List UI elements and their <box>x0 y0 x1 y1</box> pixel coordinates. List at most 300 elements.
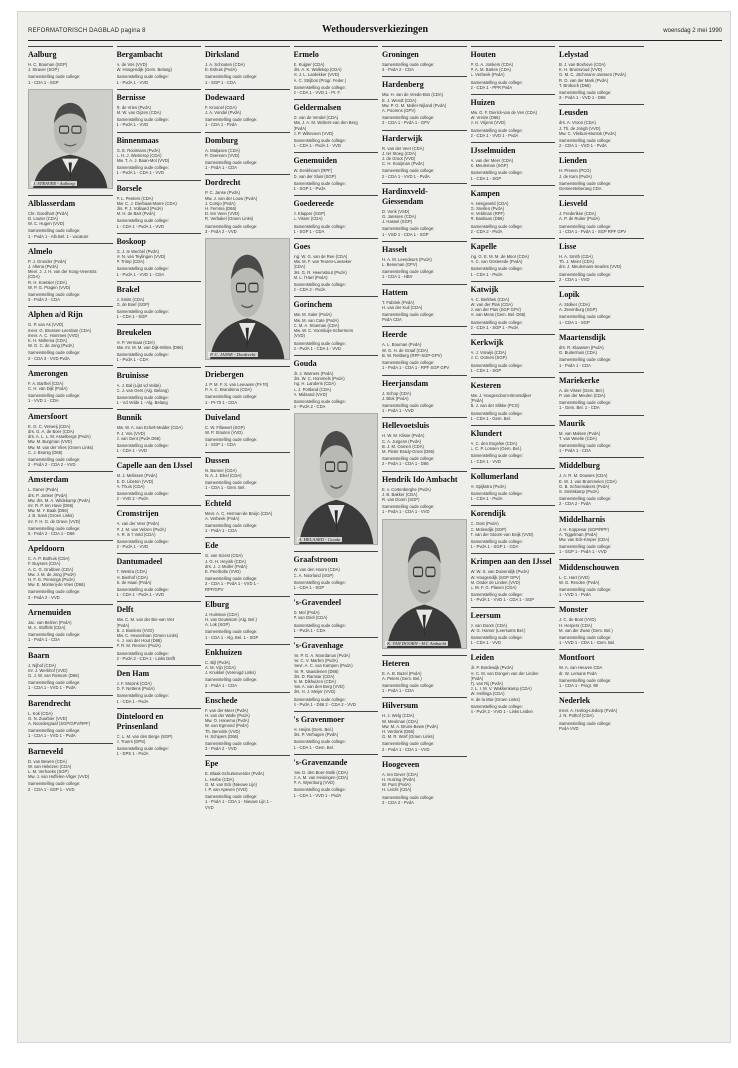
municipality-name: Hilversum <box>382 701 418 711</box>
municipality-entry <box>205 755 290 809</box>
alderman-line: T. Westra (CDA) <box>116 569 147 575</box>
municipality-entry <box>294 711 379 750</box>
municipality-entry <box>294 99 379 148</box>
college-composition: Samenstelling oude college: <box>382 682 435 688</box>
municipality-entry <box>28 743 113 792</box>
alderman-line: W. A. van Heuven CDA <box>559 665 603 671</box>
column <box>205 46 290 1036</box>
alderman-line: G. N. Zuurbier (VVD) <box>28 715 68 721</box>
college-composition: PvdA CDA <box>382 317 402 323</box>
municipality-name: Klundert <box>470 428 503 438</box>
alderman-line: P. J. Gronder (PvdA) <box>28 258 67 264</box>
municipality-name: Hardinxveld-Giessendam <box>382 186 428 206</box>
alderman-line: J. Smits (CDA) <box>116 296 145 302</box>
municipality-entry <box>117 233 202 277</box>
college-composition: Samenstelling oude college: <box>470 79 523 85</box>
alderman-line: H. W. M. Klisse (PvdA) <box>382 433 425 439</box>
college-composition: 1 - CDA 1 - VVD 1 - PvdA <box>293 792 342 798</box>
alderman-line: Th. Bennink (VVD) <box>205 728 240 734</box>
municipality-entry <box>294 152 379 191</box>
municipality-entry <box>205 366 290 405</box>
alderman-line: Mw. C. Vlieburi-Muntok (PvdA) <box>559 130 617 136</box>
college-composition: 2 - PvdA 2 - CDA 2 - VVD <box>28 462 76 468</box>
municipality-name: Maurik <box>559 418 586 428</box>
college-composition: Samenstelling oude college: <box>470 634 523 640</box>
municipality-entry <box>205 537 290 591</box>
municipality-entry <box>471 607 556 646</box>
college-composition: Samenstelling oude college: <box>205 74 258 80</box>
alderman-line: A. Matjasen (CDA) <box>205 147 240 153</box>
municipality-entry <box>117 324 202 363</box>
municipality-name: Kampen <box>470 188 500 198</box>
column <box>28 46 113 1036</box>
photo-caption: A. HELAARD - Gouda <box>298 537 341 543</box>
alderman-line: A. M. Vijn (CDA) <box>205 664 236 670</box>
municipality-name: Bernisse <box>116 92 146 102</box>
college-composition: Samenstelling oude college: <box>293 622 346 628</box>
college-composition: Samenstelling oude college: <box>28 728 81 734</box>
municipality-entry <box>117 409 202 453</box>
alderman-line: J. Nijhof (CDA) <box>28 662 56 668</box>
municipality-name: Heerjansdam <box>382 378 429 388</box>
college-composition: Samenstelling oude college: <box>559 314 612 320</box>
college-composition: 1 - DPS 1 - PvdA <box>116 751 149 757</box>
municipality-entry <box>559 559 644 598</box>
municipality-entry <box>28 365 113 404</box>
municipality-entry <box>117 281 202 320</box>
alderman-line: A. Stolker (CDA) <box>559 302 590 308</box>
alderman-line: Mw. M. A. Bruns-Bewe (PvdA) <box>382 723 439 729</box>
alderman-line: A. C. Berkhek (CDA) <box>470 296 510 302</box>
alderman-line: (CDA) <box>293 264 306 270</box>
college-composition: Samenstelling oude college: <box>382 269 435 275</box>
college-composition: 2 - CDA 1 - VVD <box>559 276 590 282</box>
municipality-entry <box>559 649 644 688</box>
municipality-name: Duiveland <box>205 412 241 422</box>
municipality-name: Lienden <box>559 156 588 166</box>
municipality-name: Aalburg <box>28 50 57 59</box>
college-composition: 1 - CDA 1 - PvdA <box>470 271 503 277</box>
alderman-line: H. F. G. Pennings (PvdA) <box>28 576 75 582</box>
alderman-line: Mw. M. Burgman (VVD) <box>28 439 72 445</box>
college-composition: Samenstelling oude college: <box>28 525 81 531</box>
college-composition: Samenstelling oude college: <box>470 170 523 176</box>
alderman-line: C. W. Filiweert (SGP) <box>205 424 245 430</box>
municipality-entry <box>294 355 379 409</box>
college-composition: Samenstelling oude college: <box>28 589 81 595</box>
alderman-line: H. Herpers (CDA) <box>559 622 593 628</box>
municipality-name: Heerde <box>382 330 407 340</box>
college-composition: Samenstelling oude college: <box>470 127 523 133</box>
college-composition: 2 - CDA 1 - SGP 1 - VVD <box>28 786 75 792</box>
municipality-name: Goes <box>293 242 311 252</box>
college-composition: 1 - PvdA 1 - VVD <box>382 408 414 414</box>
alderman-line: drs. P. Jonker (PvdA) <box>28 492 68 498</box>
municipality-name: Kesteren <box>470 380 502 390</box>
municipality-name: Monster <box>559 605 588 615</box>
alderman-line: P. L. Peeters (CDA) <box>116 195 153 201</box>
college-composition: 3 - PvdA 2 - CDA <box>28 297 60 303</box>
college-composition: 1 - CDA 1 - PvdA 1 - VVD <box>116 592 164 598</box>
alderman-line: H. J. Welg (CDA) <box>382 713 415 719</box>
municipality-name: Amsterdam <box>28 475 69 485</box>
municipality-entry <box>294 594 379 633</box>
college-composition: Samenstelling oude college: <box>205 629 258 635</box>
portrait-photo <box>205 238 290 360</box>
college-composition: 3 - PvdA 1 - VVD 1 - D66 <box>559 95 606 101</box>
alderman-line: (PvdA) <box>470 398 484 404</box>
municipality-name: Ede <box>205 541 219 551</box>
college-composition: Samenstelling oude college: <box>293 84 346 90</box>
college-composition: 2 - CDA 2 - PvdA <box>293 287 326 293</box>
college-composition: Samenstelling oude college: <box>28 393 81 399</box>
alderman-line: J. Blok (PvdA) <box>382 395 409 401</box>
alderman-line: A. ten Dever (CDA) <box>382 771 419 777</box>
alderman-line: D. F. Nettens (PvdA) <box>116 686 155 692</box>
college-composition: Samenstelling oude college: <box>382 168 435 174</box>
alderman-line: Jac. van Belzen (PvdA) <box>28 619 72 625</box>
college-composition: Samenstelling oude college: <box>293 223 346 229</box>
alderman-line: J. de Groot (VVD) <box>382 156 416 162</box>
municipality-entry <box>205 46 290 85</box>
alderman-line: J. Klapper (SGP) <box>293 211 326 217</box>
alderman-line: P. A. C. Brandsma (CDA) <box>205 387 252 393</box>
municipality-name: 's Gravenmoer <box>293 714 345 724</box>
municipality-name: Kapelle <box>470 242 497 252</box>
alderman-line: W. Punt (PvdA) <box>382 782 411 788</box>
municipality-entry <box>28 243 113 303</box>
municipality-entry <box>205 174 290 234</box>
college-composition: Samenstelling oude college: <box>205 794 258 800</box>
alderman-line: H. Huizing (PvdA) <box>382 776 416 782</box>
college-composition: 2 - PvdA 2 - CDA 1 - Links Delft <box>116 655 175 661</box>
college-composition: Samenstelling oude college: <box>205 160 258 166</box>
alderman-line: Mw. C. Heuvelman (Groen Links) <box>116 632 179 638</box>
portrait-illustration <box>295 414 378 544</box>
alderman-line: C. Molendijk (SGP) <box>470 526 507 532</box>
municipality-entry <box>471 377 556 421</box>
college-composition: 1 - CDA 1 - SGP <box>470 367 502 373</box>
municipality-name: Borsele <box>116 183 142 193</box>
municipality-name: Hattem <box>382 287 408 297</box>
alderman-line: Mw. G. F. Dierick-van de Ven (CDA) <box>470 110 538 116</box>
municipality-name: Dordrecht <box>205 178 241 188</box>
municipality-name: Leersum <box>470 610 501 620</box>
alderman-line: J. Truers (DPS) <box>116 739 146 745</box>
municipality-entry <box>471 185 556 234</box>
college-composition: 4 - PvdA 2 - VVD 1 - Links Leiden <box>470 709 533 715</box>
alderman-line: L. Beseman (GPV) <box>382 262 418 268</box>
alderman-line: C. M. A. Stoeman (CDA) <box>293 322 340 328</box>
alderman-line: M. van der Zwan (Gem. Bel.) <box>559 627 613 633</box>
alderman-line: T. van Weelie (CDA) <box>559 435 597 441</box>
alderman-line: M. van Malsen (PvdA) <box>559 430 601 436</box>
municipality-entry <box>294 296 379 350</box>
municipality-entry <box>117 553 202 597</box>
college-composition: 1 - CDA 1 - Gem. Bel. <box>293 744 334 750</box>
alderman-line: A. Hengeveld (CDA) <box>470 200 509 206</box>
alderman-line: W. P. Stouten (VVD) <box>205 430 243 436</box>
alderman-line: W. Hoogendijk (Gem. Belang) <box>116 67 172 73</box>
municipality-name: Middelburg <box>559 461 600 471</box>
column <box>117 46 202 1036</box>
alderman-line: drs. J. J. Muller (PvdA) <box>205 563 248 569</box>
college-composition: 1 - SGP 1 - CDA <box>205 442 236 448</box>
alderman-line: E. A. B. Bazel (PvdA) <box>382 670 422 676</box>
college-composition: 3 - PvdA 2 - VVD <box>28 594 60 600</box>
municipality-entry <box>382 697 467 751</box>
alderman-line: P. van der Meulen (CDA) <box>559 392 606 398</box>
alderman-line: (PvdA) <box>470 675 484 681</box>
portrait-photo <box>294 413 379 545</box>
alderman-line: Mw. J. Hoogendoorn-Bronsdijker <box>470 392 532 398</box>
municipality-entry <box>471 142 556 181</box>
college-composition: Samenstelling oude college: <box>559 90 612 96</box>
alderman-line: Mw. drs. M. A. Wildekamp (PvdA) <box>28 497 91 503</box>
alderman-line: A. R. in 't Veld (CDA) <box>116 531 156 537</box>
photo-caption: K. VAN DOORN - H.I. Ambacht <box>387 640 447 646</box>
college-composition: Samenstelling oude college: <box>559 677 612 683</box>
alderman-line: Mw. J. van der Louw (PvdA) <box>205 195 258 201</box>
alderman-line: J. Knukkel (Verenigd Links) <box>205 670 256 676</box>
alderman-line: M. Pieter Brady-Groot (D66) <box>382 448 435 454</box>
college-composition: 2 - PvdA 1 - VVD <box>116 544 149 550</box>
alderman-line: E. G. C. Verweij (CDA) <box>28 423 71 429</box>
college-composition: 1 - CDA 1 - PvdA <box>116 698 149 704</box>
municipality-name: Leiden <box>470 653 495 663</box>
college-composition: 1 - VSD 1 - CDA 1 - SGP <box>382 231 429 237</box>
college-composition: Samenstelling oude college: <box>116 309 169 315</box>
municipality-entry <box>294 754 379 798</box>
alderman-line: dr. P. Bordewijk (PvdA) <box>470 665 514 671</box>
municipality-entry <box>559 286 644 325</box>
alderman-line: C. A. Jurgens (PvdA) <box>382 438 422 444</box>
alderman-line: K. Meuleman (SGP) <box>470 163 508 169</box>
college-composition: Samenstelling oude college: <box>559 442 612 448</box>
alderman-line: R. Bastiaan (D66) <box>470 216 504 222</box>
alderman-line: (PvdA) <box>293 125 307 131</box>
municipality-name: Amerongen <box>28 368 68 378</box>
alderman-line: P. J. Vos (VVD) <box>116 430 146 436</box>
college-composition: Samenstelling oude college: <box>205 394 258 400</box>
alderman-line: drs. D. Ramsar (CDA) <box>293 673 335 679</box>
alderman-line: E. v. Cortenberghe (PvdA) <box>382 486 431 492</box>
municipality-name: Den Ham <box>116 669 150 678</box>
municipality-name: Middenschouwen <box>559 562 620 572</box>
alderman-line: D. van de Vendel (CDA) <box>293 115 339 121</box>
college-composition: Samenstelling oude college: <box>293 398 346 404</box>
college-composition: Samenstelling oude college: <box>28 632 81 638</box>
college-composition: Samenstelling oude college: <box>205 576 258 582</box>
college-composition: 1 - CDA 1 - Gem. Bel. <box>470 415 511 421</box>
college-composition: 1 - CDA 1 - VVD <box>116 448 147 454</box>
municipality-entry <box>28 695 113 739</box>
college-composition: Samenstelling oude college: <box>382 62 435 67</box>
alderman-line: A. C. den Engelse (CDA) <box>470 440 518 446</box>
municipality-name: Domburg <box>205 135 238 145</box>
college-composition: Samenstelling oude college: <box>382 794 435 800</box>
alderman-line: A. Verbeek (PvdA) <box>205 515 240 521</box>
college-composition: Samenstelling oude college: <box>116 442 169 448</box>
college-composition: 1 - CDA 1 - SGP <box>559 319 590 325</box>
alderman-line: C. H. van Dijk (PvdA) <box>28 386 68 392</box>
alderman-line: W. G. Hamer (Leersums Bel.) <box>470 627 526 633</box>
municipality-name: Lelystad <box>559 50 589 59</box>
alderman-line: drs. P. Verhagen (PvdA) <box>293 732 339 738</box>
municipality-entry <box>117 665 202 704</box>
alderman-line: H. P. Vermaat (CDA) <box>116 339 155 345</box>
municipality-entry <box>559 372 644 411</box>
municipality-entry <box>205 495 290 534</box>
alderman-line: W. W. S. van Duivendijk (PvdA) <box>470 569 529 575</box>
alderman-line: Chr. Goedhart (PvdA) <box>28 210 69 216</box>
college-composition: Samenstelling oude college: <box>293 787 346 793</box>
municipality-name: Gorinchem <box>293 300 333 310</box>
alderman-line: Mw. C. J. Dierbaas-Marre (CDA) <box>116 200 177 206</box>
alderman-line: A. J. van der Hout (D66) <box>116 638 162 644</box>
alderman-line: drs. A. K. Wallekop (CDA) <box>293 67 342 73</box>
college-composition: Samenstelling oude college: <box>205 740 258 746</box>
alderman-line: Mw. M. F. van Teuren-Loeseker <box>293 259 352 265</box>
alderman-line: H. N. van Teylingen (VVD) <box>116 254 166 260</box>
alderman-line: L. M. Verhoeks (SGP) <box>28 769 69 775</box>
alderman-line: H. Heijns (Gem. Bel.) <box>293 726 334 732</box>
college-composition: Samenstelling oude college: <box>116 586 169 592</box>
alderman-line: drs. G. R. Heemstout (PvdA) <box>293 269 347 275</box>
municipality-name: Baarn <box>28 650 50 660</box>
municipality-name: Geldermalsen <box>293 103 342 113</box>
column <box>471 46 556 1036</box>
college-composition: Samenstelling oude college: <box>293 282 346 288</box>
municipality-name: Gouda <box>293 358 317 368</box>
college-composition: 2 - CDA 1 - SGP 1 - PvdA <box>470 324 519 330</box>
alderman-line: H. C. Bouman (SGP) <box>28 62 68 67</box>
municipality-entry <box>117 601 202 661</box>
municipality-name: Heteren <box>382 658 410 668</box>
alderman-line: W. van der Plas (CDA) <box>470 302 513 308</box>
municipality-name: Lisse <box>559 242 577 252</box>
alderman-line: A. Midsand (VVD) <box>293 391 328 397</box>
municipality-name: Lopik <box>559 290 580 300</box>
municipality-name: Barendrecht <box>28 698 71 708</box>
alderman-line: mevr. G. Brussen-Leerdam (CDA) <box>28 327 92 333</box>
section-title: Wethoudersverkiezingen <box>321 24 429 35</box>
alderman-line: H. Schipers (D66) <box>205 733 239 739</box>
alderman-line: J. B. Sans (Groen Links) <box>28 513 74 519</box>
portrait-photo <box>28 89 113 189</box>
alderman-line: W. G. C. de Jong (PvdA) <box>28 343 74 349</box>
column <box>382 46 467 1036</box>
alderman-line: Mw. J. van Huffelen-Vliger (VVD) <box>28 774 90 780</box>
alderman-line: drs. R. Klaassen (PvdA) <box>559 344 604 350</box>
municipality-entry <box>382 284 467 323</box>
college-composition: Samenstelling oude college: <box>116 746 169 752</box>
municipality-entry <box>294 195 379 234</box>
alderman-line: G. Snellen (PvdA) <box>470 206 505 212</box>
issue-date: woensdag 2 mei 1990 <box>663 28 722 34</box>
alderman-line: B. J. Boelens (VVD) <box>116 627 154 633</box>
alderman-line: (CDA) <box>28 274 40 280</box>
municipality-entry <box>28 540 113 600</box>
alderman-line: P. Overeem (VVD) <box>205 152 240 158</box>
college-composition: Samenstelling oude college: <box>559 271 612 277</box>
alderman-line: Mw. M. Saler (PvdA) <box>293 312 332 318</box>
alderman-line: F. A. Barthel (CDA) <box>28 380 64 386</box>
college-composition: 3 - PvdA 2 - VVD <box>205 228 237 234</box>
alderman-line: B. J. van der Slikke (PCG) <box>470 403 520 409</box>
college-composition: 1 - CDA 1 - PvdA 1 - SGP RPF GPV <box>559 228 627 234</box>
municipality-entry <box>205 452 290 491</box>
alderman-line: Mw. C. M. van der Bie-van Viet <box>116 617 174 623</box>
municipality-entry <box>294 46 379 95</box>
alderman-line: G. de Boef (SGP) <box>116 302 150 308</box>
municipality-entry <box>117 708 202 757</box>
college-composition: Samenstelling oude college: <box>382 226 435 232</box>
alderman-line: L. C. P. Lonsen (Gem. Bel.) <box>470 446 522 452</box>
college-composition: 2 - CDA 3 - VVD PvdA <box>28 355 70 361</box>
alderman-line: ing. H. Landeris (CDA) <box>293 381 336 387</box>
college-composition: Samenstelling oude college: <box>293 340 346 346</box>
alderman-line: P. van Driel (CDA) <box>293 615 328 621</box>
alderman-line: mr. F. H. G. de Grave (VVD) <box>28 518 81 524</box>
municipality-entry <box>294 637 379 707</box>
alderman-line: D. ten Veen (VVD) <box>205 211 240 217</box>
municipality-entry <box>559 601 644 645</box>
municipality-entry <box>205 644 290 688</box>
alderman-line: B. J. M. Oomen (CDA) <box>382 443 424 449</box>
municipality-entry <box>28 471 113 536</box>
municipality-entry <box>559 238 644 282</box>
alderman-line: H. Spijkstra (PvdA) <box>470 483 506 489</box>
municipality-name: Alblasserdam <box>28 198 76 208</box>
alderman-line: E. Blaak-Schuitenverder (PvdA) <box>205 771 265 777</box>
college-composition: Samenstelling oude college: <box>28 228 81 234</box>
alderman-line: A. Tiggelman (PvdA) <box>559 531 598 537</box>
alderman-line: L. J. Portland (CDA) <box>293 386 331 392</box>
alderman-line: M. L. l'Hart (PvdA) <box>293 274 328 280</box>
college-composition: 1 - CDA 1 - VVD <box>470 458 501 464</box>
alderman-line: R. Verbakel (Groen Links) <box>205 216 254 222</box>
municipality-entry <box>205 596 290 640</box>
alderman-line: J. Corsjo (PvdA) <box>205 200 236 206</box>
alderman-line: A. Thuis (CDA) <box>116 483 145 489</box>
alderman-line: mr. C. V. Marbro (PvdA) <box>293 658 338 664</box>
municipality-name: Graafstroom <box>293 555 338 565</box>
alderman-line: H. Leicht (CDA) <box>382 787 412 793</box>
alderman-line: L. Visser (CDA) <box>293 216 323 222</box>
college-composition: VVD <box>205 804 214 810</box>
alderman-line: C. H. Kooijman (PvdA) <box>382 161 425 167</box>
municipality-entry <box>28 195 113 239</box>
alderman-line: A. C. Strijbos (Progr. Feder.) <box>293 77 347 83</box>
alderman-line: H. Femma (D66) <box>205 206 237 212</box>
column <box>294 46 379 1036</box>
alderman-line: P. A. M. Barten (CDA) <box>470 67 511 73</box>
college-composition: Samenstelling oude college: <box>559 544 612 550</box>
municipality-entry <box>117 132 202 176</box>
college-composition: Samenstelling oude college: <box>470 592 523 598</box>
municipality-entry <box>382 326 467 370</box>
municipality-entry <box>559 152 644 191</box>
alderman-line: C. L. M. van den Berge (SGP) <box>116 733 173 739</box>
alderman-line: S. Smitskamp (PvdA) <box>559 488 599 494</box>
alderman-line: drs. P. J. Vollaard (PvdA) <box>116 206 163 212</box>
college-composition: 1 - Gem. Bel. 1 - CDA <box>559 405 600 411</box>
alderman-line: drs. G. A. de Boer (CDA) <box>28 428 75 434</box>
municipality-name: Alphen a/d Rijn <box>28 310 83 320</box>
alderman-line: H. van der Walle (PvdA) <box>205 712 250 718</box>
municipality-name: Almelo <box>28 246 53 256</box>
